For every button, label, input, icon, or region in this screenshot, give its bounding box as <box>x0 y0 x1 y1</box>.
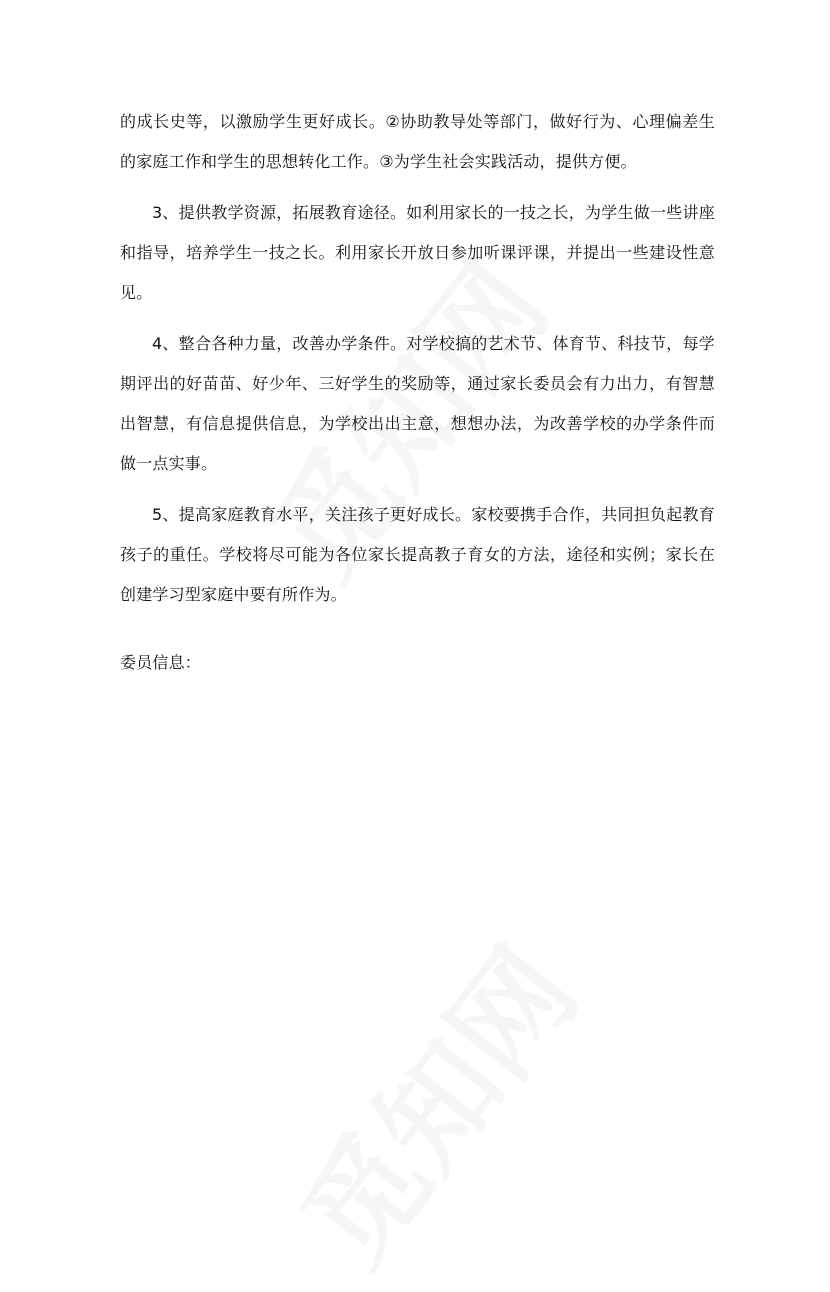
section-label-member-info: 委员信息： <box>120 653 202 672</box>
document-body <box>120 102 715 694</box>
paragraph-item-4: 4、整合各种力量，改善办学条件。对学校搞的艺术节、体育节、科技节，每学期评出的好苗苗、好少年、三好学生的奖励等，通过家长委员会有力出力，有智慧出智慧，有信息提供信息，为学校出出主意，想想办法，为改善学校的办学条件而做一点实事。 <box>120 334 715 473</box>
paragraph-item-5: 5、提高家庭教育水平，关注孩子更好成长。家校要携手合作，共同担负起教育孩子的重任。学校将尽可能为各位家长提高教子育女的方法，途径和实例；家长在创建学习型家庭中要有所作为。 <box>120 505 715 604</box>
watermark <box>256 908 608 1292</box>
paragraph-item-3: 3、提供教学资源，拓展教育途径。如利用家长的一技之长，为学生做一些讲座和指导，培养学生一技之长。利用家长开放日参加听课评课，并提出一些建设性意见。 <box>120 203 715 302</box>
paragraph-continuation: 的成长史等，以激励学生更好成长。②协助教导处等部门，做好行为、心理偏差生的家庭工作和学生的思想转化工作。③为学生社会实践活动，提供方便。 <box>120 112 715 171</box>
